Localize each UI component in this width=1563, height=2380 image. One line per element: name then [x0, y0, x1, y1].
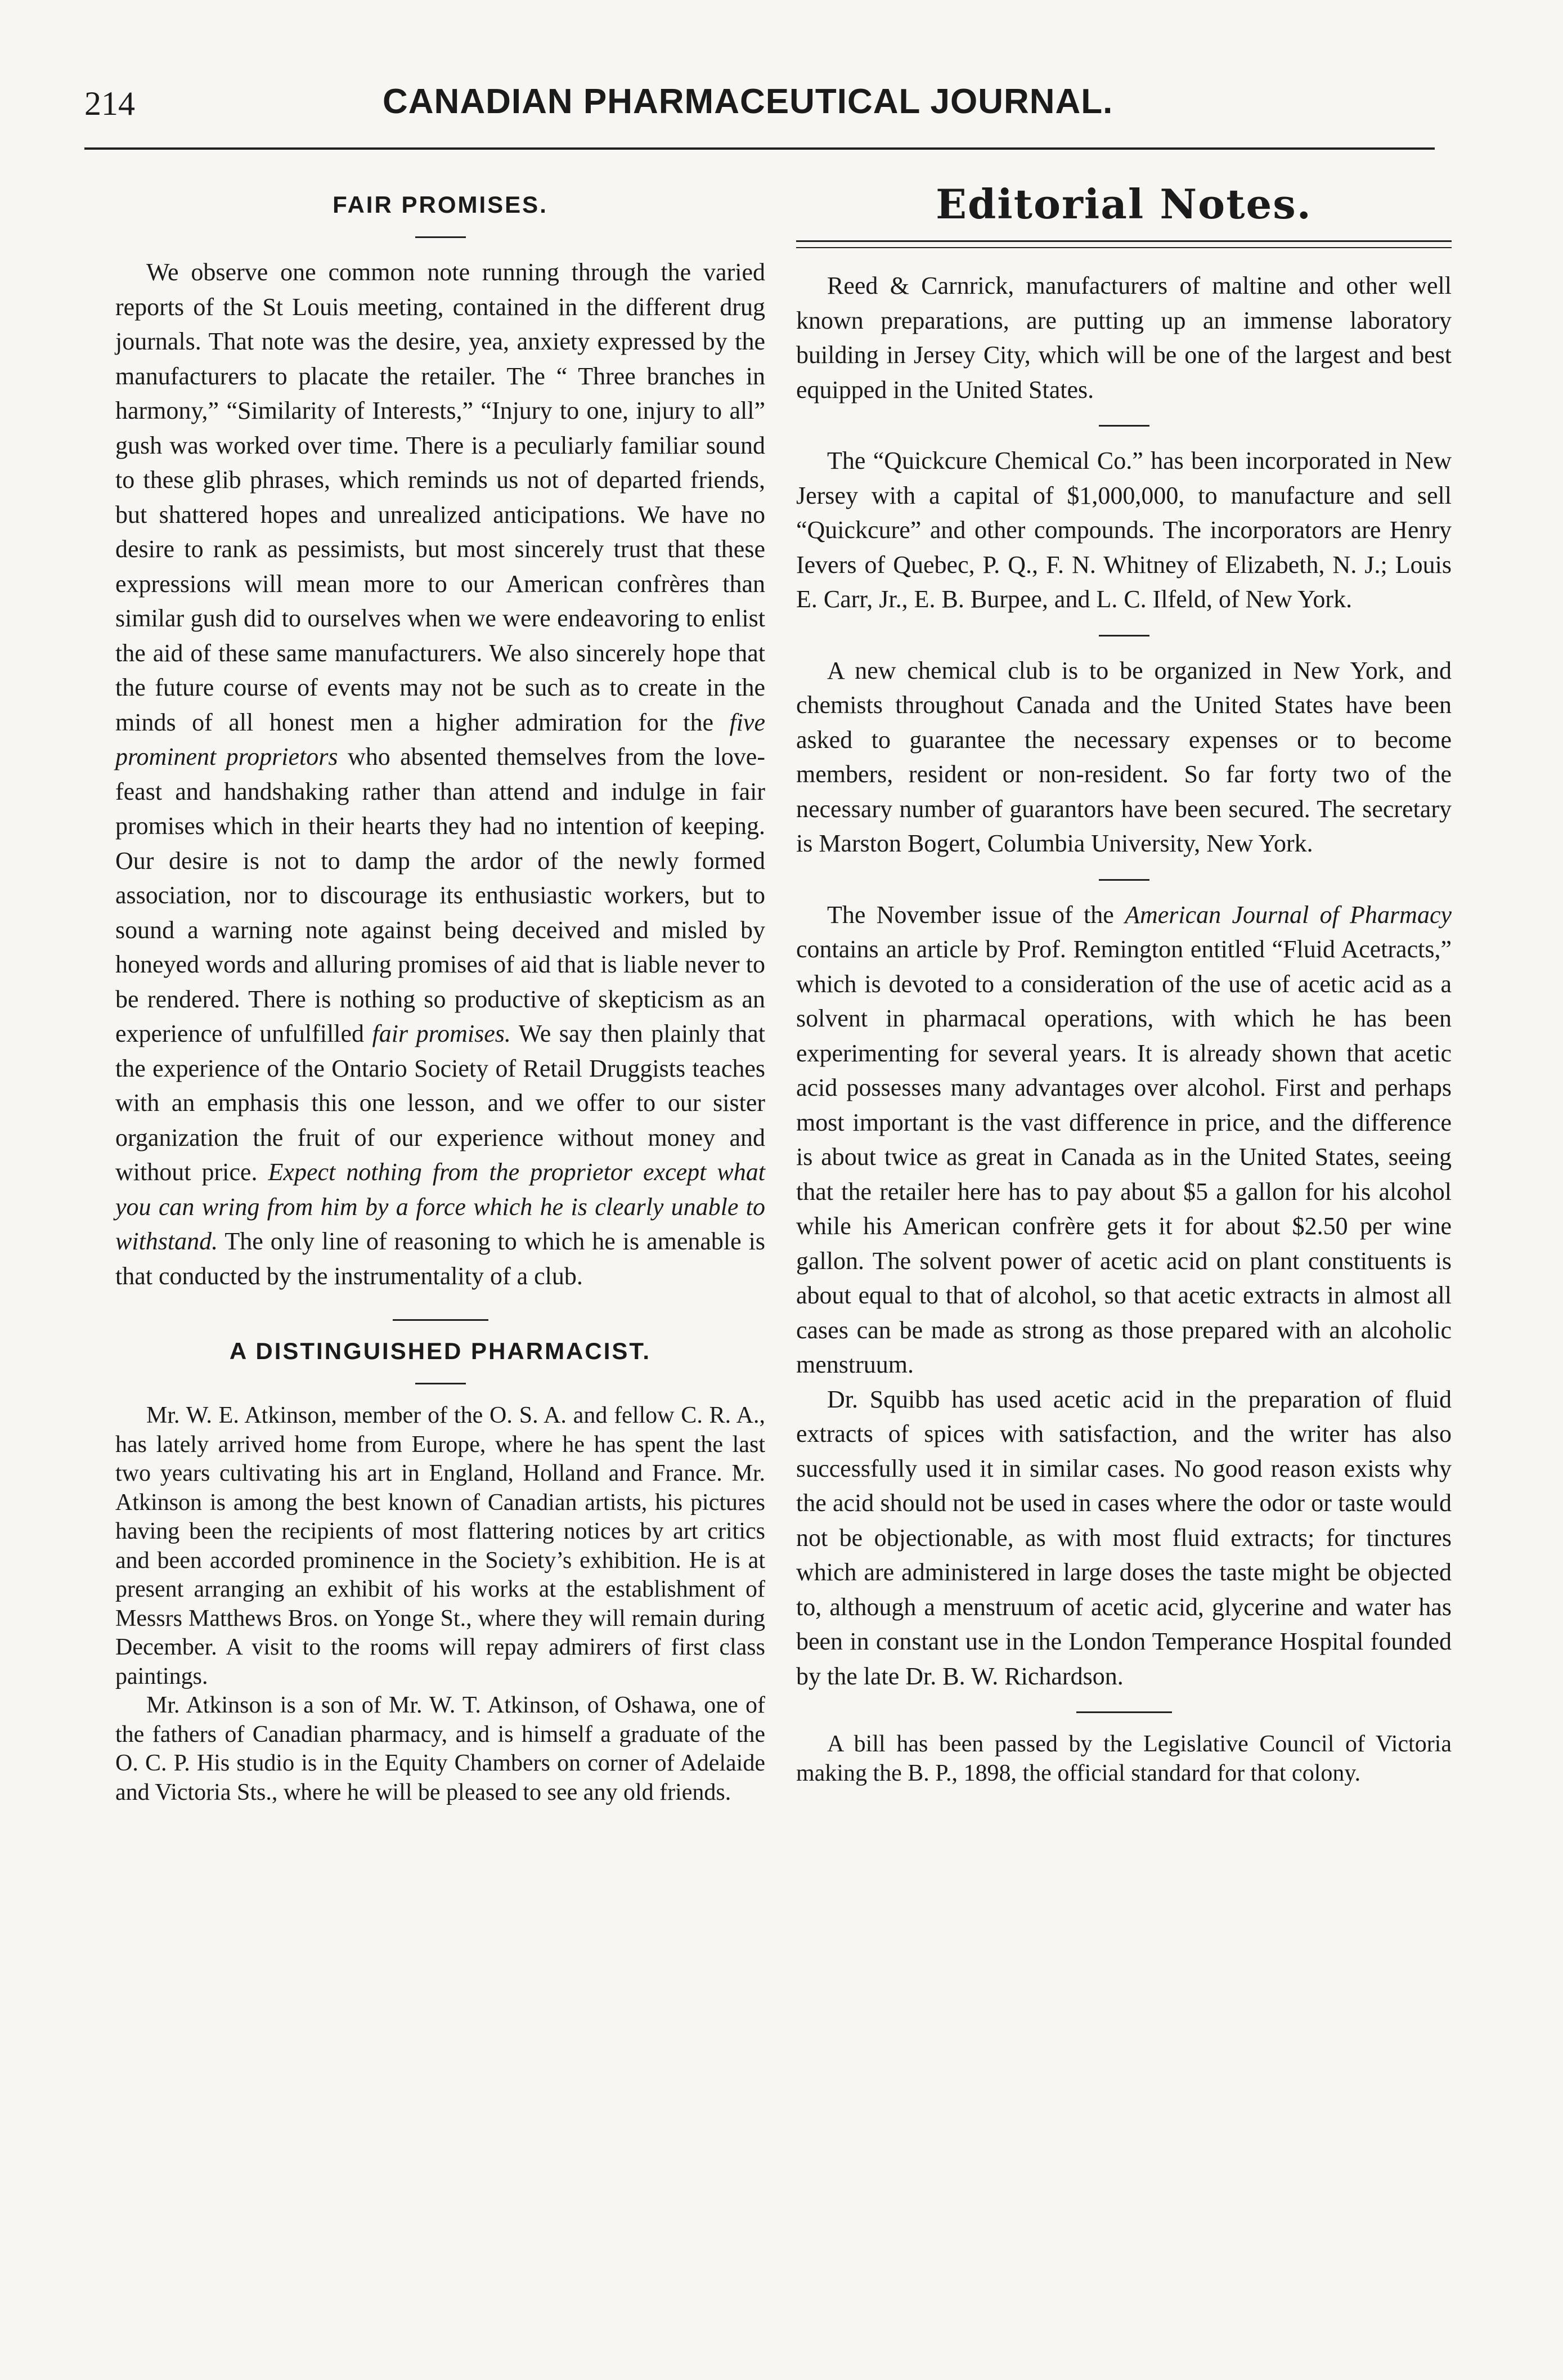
text-run: who absented themselves from the love-feast and handshaking rather than attend and indulge in fair promises which in their hearts they had no intention of keeping. Our desire is not to damp the ardor of the newly formed association, nor to discourage its enthusiastic workers, but to sound a warning note against being deceived and misled by honeyed words and alluring promises of aid that is liable never to be rendered. There is nothing so productive of skepticism as an experience of unfulfilled — [115, 743, 765, 1047]
note-divider — [1076, 1711, 1172, 1713]
note-divider — [1099, 425, 1149, 427]
page-number: 214 — [84, 85, 135, 122]
text-run: The November issue of the — [827, 900, 1125, 929]
italic-run: Expect nothing from the proprietor except what you can wring from him by a force which he is clearly unable to withstand. — [115, 1158, 766, 1255]
note-divider — [1099, 879, 1149, 881]
pharmacist-title: A DISTINGUISHED PHARMACIST. — [229, 1338, 652, 1364]
italic-run: American Journal of Pharmacy — [1125, 900, 1452, 929]
fair-promises-title: FAIR PROMISES. — [333, 191, 548, 218]
pharmacist-paragraph: Mr. W. E. Atkinson, member of the O. S. A. and fellow C. R. A., has lately arrived home from Europe, where he has spent the last two years cultivating his art in England, Holland and France. Mr. Atkinson is among the best known of Canadian artists, his pictures having been the recipients of most flattering notices by art critics and been accorded prominence in the Society’s exhibition. He is at present arranging an exhibit of his works at the establishment of Messrs Matthews Bros. on Yonge St., where they will remain during December. A visit to the rooms will repay admirers of first class paintings. — [115, 1402, 765, 1689]
note-divider — [1099, 635, 1149, 637]
italic-run: fair promises. — [372, 1020, 511, 1047]
editorial-note: The “Quickcure Chemical Co.” has been incorporated in New Jersey with a capital of $1,000,000, to manufacture and sell “Quickcure” and other compounds. The incorporators are Henry Ievers of Quebec, P. Q., F. N. Whitney of Elizabeth, N. J.; Louis E. Carr, Jr., E. B. Burpee, and L. C. Ilfeld, of New York. — [796, 447, 1452, 613]
right-column — [796, 169, 1452, 1788]
masthead-rule — [796, 240, 1452, 248]
header-rule — [84, 147, 1435, 150]
editorial-note: Reed & Carnrick, manufacturers of maltine and other well known preparations, are putting up an immense laboratory building in Jersey City, which will be one of the largest and best equipped in the United States. — [796, 272, 1452, 404]
text-run: We observe one common note running through the varied reports of the St Louis meeting, contained in the different drug journals. That note was the desire, yea, anxiety expressed by the manufacturers to placate the retailer. The “ Three branches in harmony,” “Similarity of Interests,” “Injury to one, injury to all” gush was worked over time. There is a peculiarly familiar sound to these glib phrases, which reminds us not of departed friends, but shattered hopes and unrealized anticipations. We have no desire to rank as pessimists, but most sincerely trust that these expressions will mean more to our American confrères than similar gush did to ourselves when we were endeavoring to enlist the aid of these same manufacturers. We also sincerely hope that the future course of events may not be such as to create in the minds of all honest men a higher admiration for the — [115, 258, 765, 736]
editorial-note: Dr. Squibb has used acetic acid in the preparation of fluid extracts of spices with satisfaction, and the writer has also successfully used it in similar cases. No good reason exists why the acid should not be used in cases where the odor or taste would not be objectionable, as with most fluid extracts; for tinctures which are administered in large doses the taste might be objected to, although a menstruum of acetic acid, glycerine and water has been in constant use in the London Temperance Hospital founded by the late Dr. B. W. Richardson. — [796, 1385, 1452, 1690]
section-divider — [415, 1383, 466, 1384]
text-run: contains an article by Prof. Remington entitled “Fluid Acetracts,” which is devoted to a consideration of the use of acetic acid as a solvent in pharmacal operations, with which he has been experimenting for several years. It is already shown that acetic acid possesses many advantages over alcohol. First and perhaps most important is the vast difference in price, and the difference is about twice as great in Canada as in the United States, seeing that the retailer here has to pay about $5 a gallon for his alcohol while his American confrère gets it for about $2.50 per wine gallon. The solvent power of acetic acid on plant constituents is about equal to that of alcohol, so that acetic extracts in almost all cases can be made as strong as those prepared with an alcoholic menstruum. — [796, 935, 1452, 1378]
editorial-note: A new chemical club is to be organized in New York, and chemists throughout Canada and the United States have been asked to guarantee the necessary expenses or to become members, resident or non-resident. So far forty two of the necessary number of guarantors have been secured. The secretary is Marston Bogert, Columbia University, New York. — [796, 656, 1452, 857]
left-column — [115, 169, 765, 1807]
text-run: We say then plainly that the experience of the Ontario Society of Retail Druggists teaches with an emphasis this one lesson, and we offer to our sister organization the fruit of our experience without money and without price. — [115, 1020, 765, 1186]
text-run: The only line of reasoning to which he is amenable is that conducted by the instrumentality of a club. — [115, 1227, 765, 1290]
italic-run: five prominent proprietors — [115, 708, 765, 770]
editorial-note: A bill has been passed by the Legislative Council of Victoria making the B. P., 1898, the official standard for that colony. — [796, 1731, 1452, 1786]
pharmacist-paragraph: Mr. Atkinson is a son of Mr. W. T. Atkinson, of Oshawa, one of the fathers of Canadian pharmacy, and is himself a graduate of the O. C. P. His studio is in the Equity Chambers on corner of Adelaide and Victoria Sts., where he will be pleased to see any old friends. — [115, 1692, 765, 1805]
section-divider — [415, 236, 466, 238]
fair-promises-paragraph — [115, 255, 765, 1293]
section-divider — [393, 1319, 488, 1321]
editorial-note — [796, 898, 1452, 1382]
editorial-notes-masthead: Editorial Notes. — [936, 180, 1312, 228]
journal-title: CANADIAN PHARMACEUTICAL JOURNAL. — [383, 82, 1113, 121]
